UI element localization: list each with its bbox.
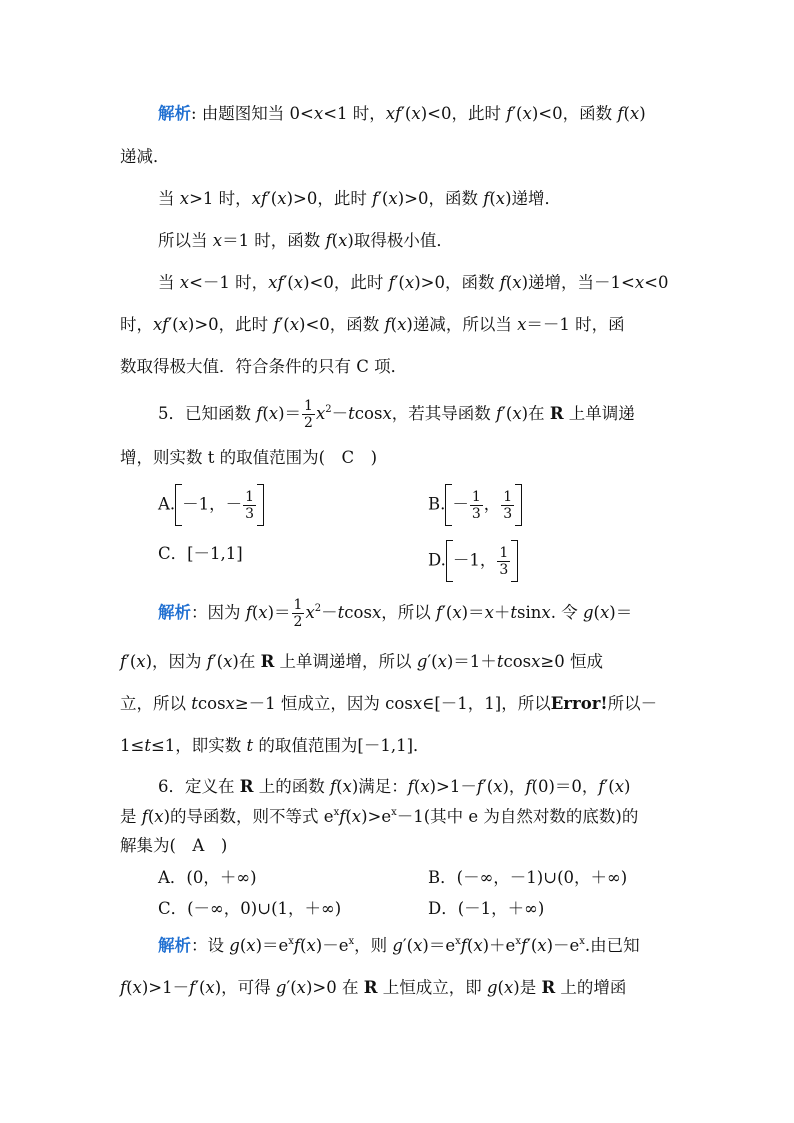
q6-option-d[interactable]: D．(－1，＋∞): [428, 899, 545, 918]
q5-option-c[interactable]: C．[－1,1]: [158, 544, 243, 563]
q5-option-a[interactable]: A. －1，－ $\frac{1}{3}$: [158, 484, 264, 526]
analysis-line-2: 递减．: [120, 147, 170, 166]
q6-option-a[interactable]: A．(0，＋∞): [158, 868, 257, 887]
q5-option-d[interactable]: D. －1， $\frac{1}{3}$: [428, 540, 518, 582]
analysis5-line-4: 1≤t≤1，即实数 t 的取值范围为[－1,1]．: [120, 736, 430, 755]
fraction-half: $\frac{1}{2}$: [304, 398, 313, 431]
analysis6-line-2: f(x)>1－f′(x)，可得 g′(x)>0 在 R 上恒成立，即 g(x)是 R 上的增函: [120, 978, 627, 997]
analysis5-line-1: 解析：因为 f(x)＝ $\frac{1}{2}$ $x^2-tcosx$，所以 f′(x)＝x＋tsinx. 令 g(x)＝: [158, 597, 633, 630]
analysis-label: 解析: [158, 104, 191, 123]
q6-option-c[interactable]: C．(－∞，0)∪(1，＋∞): [158, 899, 342, 918]
analysis-line-5: 当 x<－1 时，xf′(x)<0，此时 f′(x)>0，函数 f(x)递增，当－1<x<0: [158, 273, 669, 292]
question-6-stem-3: 解集为( A ): [120, 836, 228, 855]
analysis-line-4: 所以当 x＝1 时，函数 f(x)取得极小值．: [158, 231, 453, 250]
analysis-line-6: 时，xf′(x)>0，此时 f′(x)<0，函数 f(x)递减，所以当 x＝－1 时，函: [120, 315, 625, 334]
question-6-stem-2: 是 f(x)的导函数，则不等式 $e^xf(x)>e^x-1$(其中 e 为自然对数的底数)的: [120, 807, 639, 826]
q5-option-b[interactable]: B. － $\frac{1}{3}$ ， $\frac{1}{3}$: [428, 484, 522, 526]
analysis6-line-1: 解析：设 $g(x)=e^xf(x)-e^x$，则 $g'(x)=e^xf(x)+e^xf'(x)-e^x$.由已知: [158, 936, 640, 955]
analysis5-line-2: f′(x)，因为 f′(x)在 R 上单调递增，所以 g′(x)＝1＋tcosx≥0 恒成: [120, 652, 603, 671]
analysis-line-3: 当 x>1 时，xf′(x)>0，此时 f′(x)>0，函数 f(x)递增．: [158, 189, 561, 208]
analysis-line-1: 解析: 由题图知当 0<x<1 时，xf′(x)<0，此时 f′(x)<0，函数 f(x): [158, 104, 646, 123]
q6-option-b[interactable]: B．(－∞，－1)∪(0，＋∞): [428, 868, 628, 887]
analysis-line-7: 数取得极大值．符合条件的只有 C 项．: [120, 357, 408, 376]
question-5-stem-2: 增，则实数 t 的取值范围为( C ): [120, 448, 378, 467]
question-5-stem-1: 5．已知函数 f(x)＝ $\frac{1}{2}$ $x^2-tcosx$，若其导函数 f′(x)在 R 上单调递: [158, 398, 635, 431]
question-6-stem-1: 6．定义在 R 上的函数 f(x)满足：f(x)>1－f′(x)，f(0)＝0，f′(x): [158, 777, 631, 796]
analysis5-line-3: 立，所以 tcosx≥－1 恒成立，因为 cosx∈[－1，1]，所以Error!所以－: [120, 694, 658, 713]
